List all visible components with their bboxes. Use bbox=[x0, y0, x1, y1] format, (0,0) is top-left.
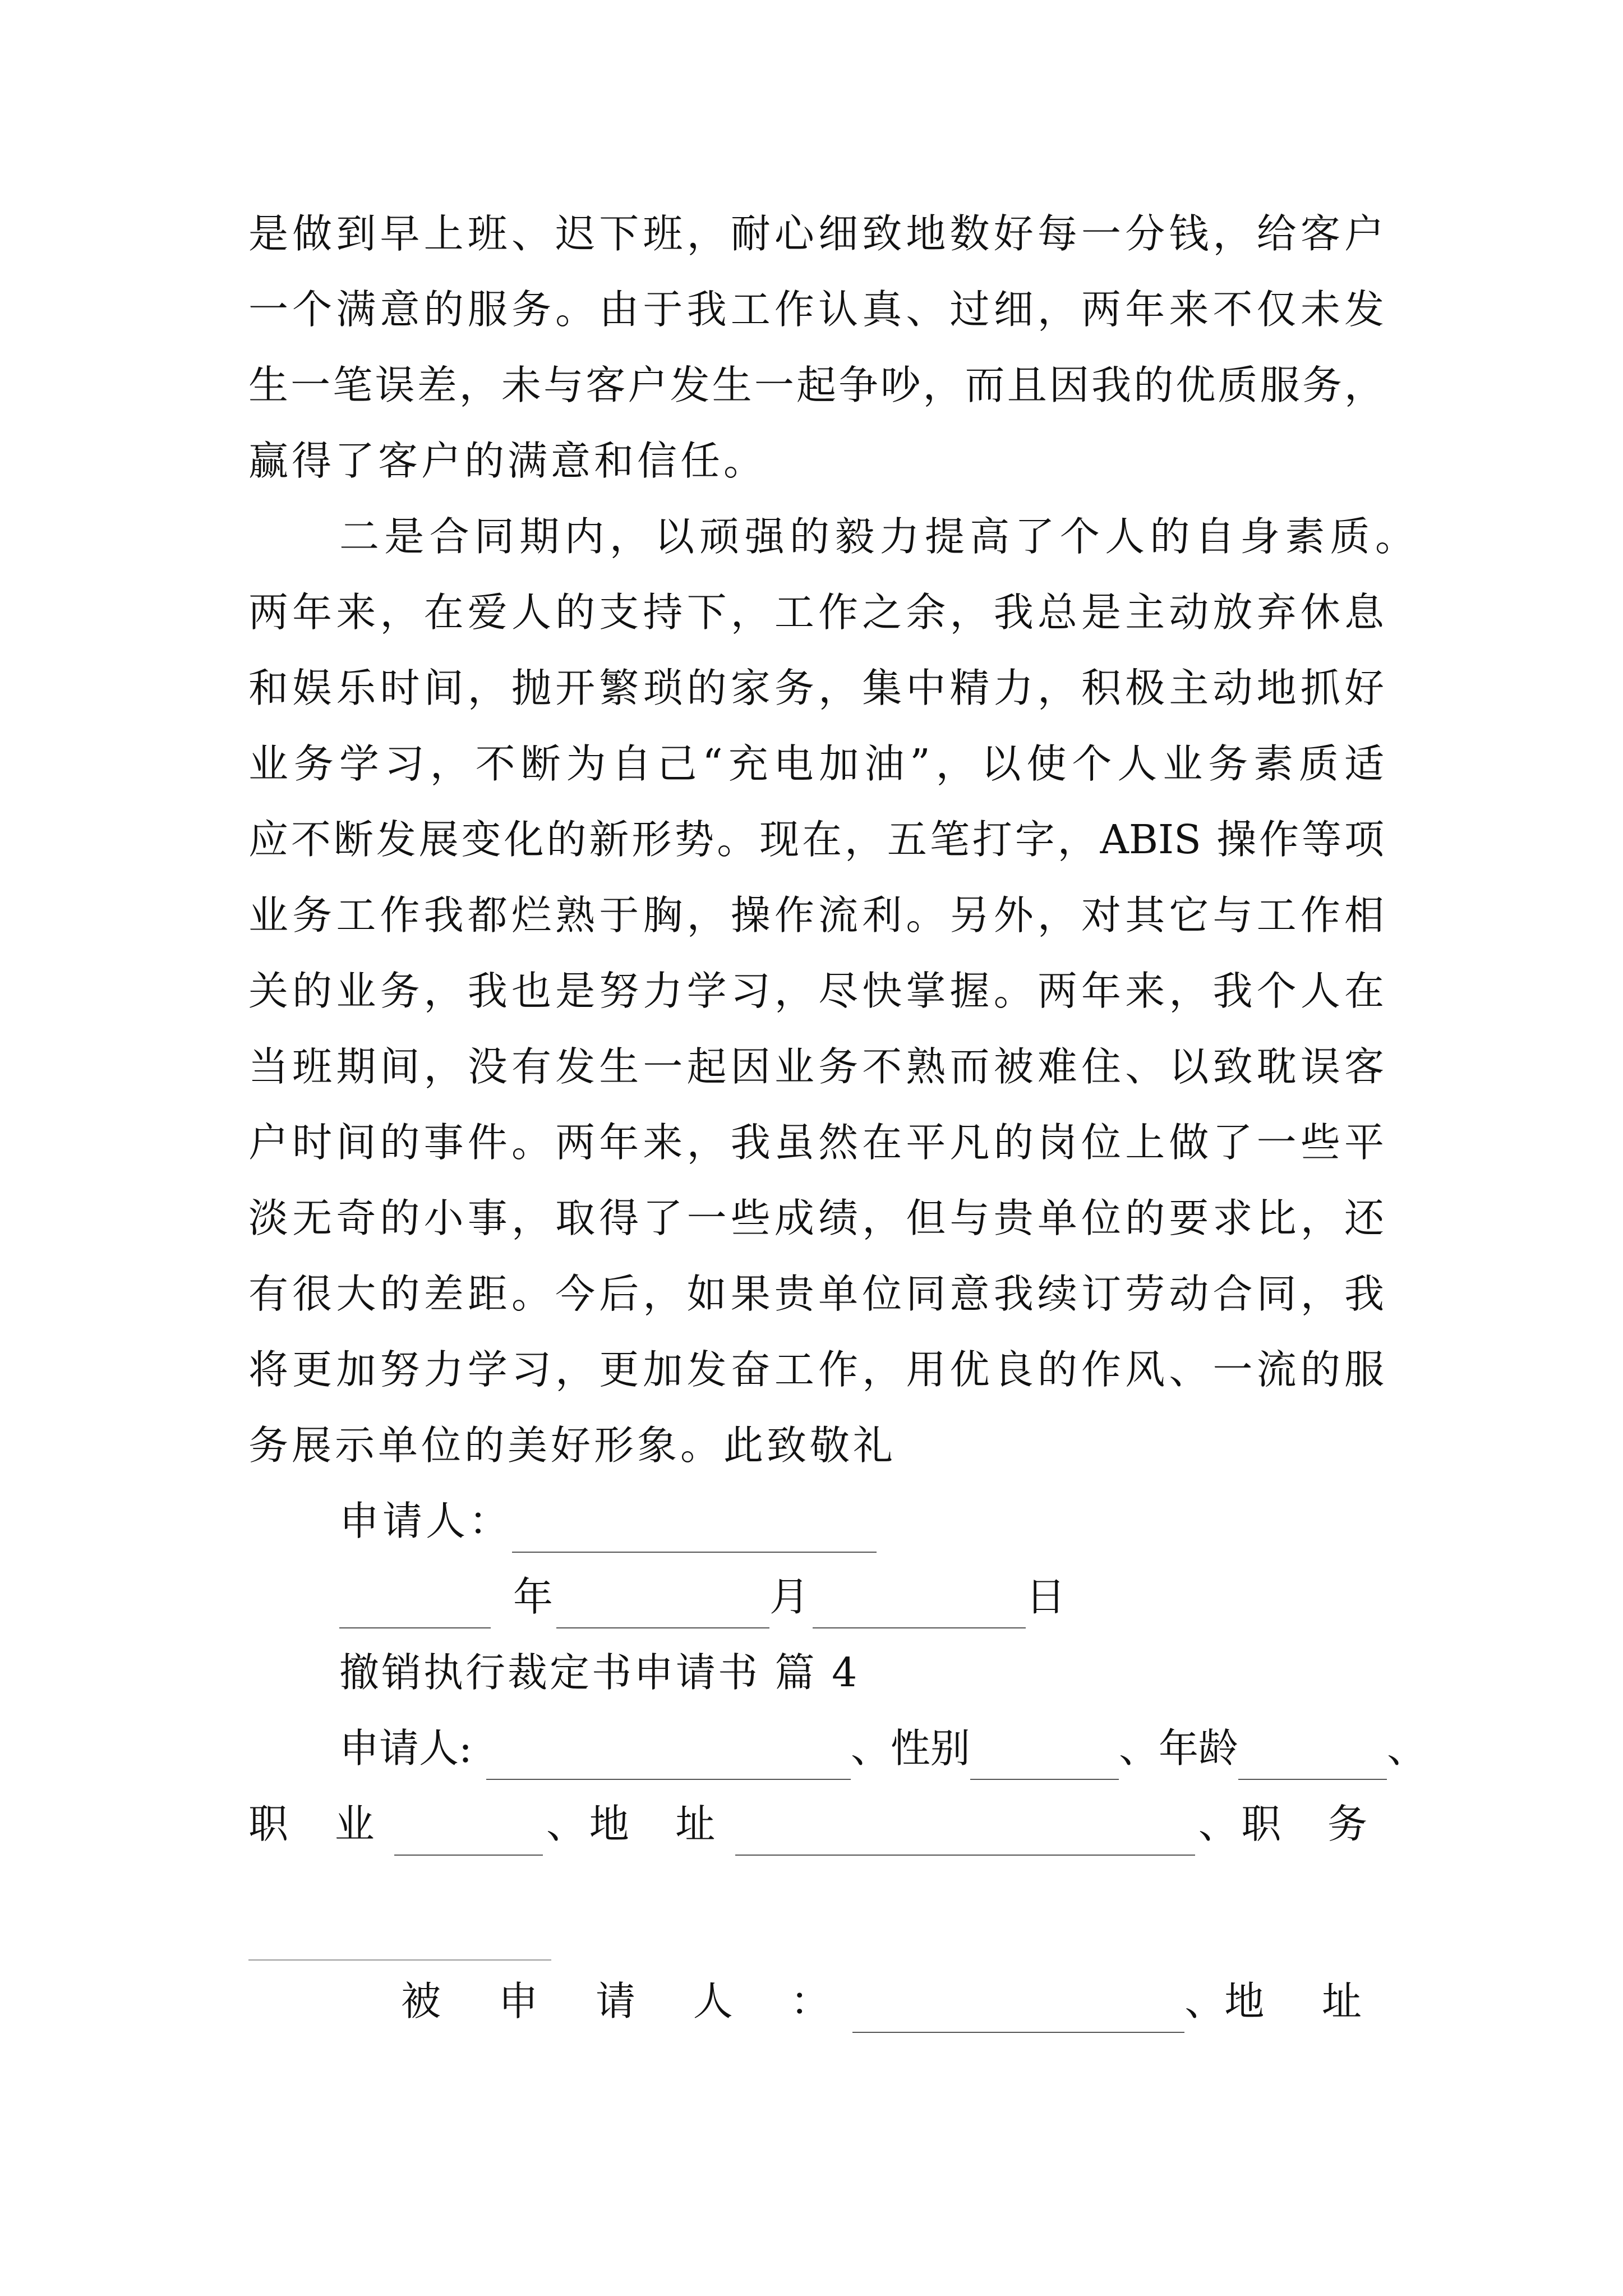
occupation-field bbox=[394, 1796, 543, 1852]
address-field bbox=[735, 1796, 1195, 1852]
section-4-applicant-row bbox=[339, 1720, 1427, 1777]
applicant-name-blank bbox=[512, 1493, 877, 1549]
occupation-label: 职 业 bbox=[248, 1801, 391, 1847]
section-4-occupation-row bbox=[248, 1796, 1384, 1852]
paragraph-2-line-9: 户时间的事件。两年来，我虽然在平凡的岗位上做了一些平 bbox=[248, 1119, 1384, 1166]
paragraph-2-line-3: 和娱乐时间，抛开繁琐的家务，集中精力，积极主动地抓好 bbox=[248, 665, 1384, 711]
respondent-name-field bbox=[852, 1973, 1184, 2030]
position-field-underline bbox=[248, 1959, 551, 1961]
respondent-comma: 、 bbox=[1184, 1978, 1225, 2024]
respondent-label: 被 申 请 人 ： bbox=[401, 1978, 853, 2024]
paragraph-2-line-5: 应不断发展变化的新形势。现在，五笔打字，ABIS 操作等项 bbox=[248, 816, 1384, 863]
address-comma: 、 bbox=[1198, 1801, 1238, 1847]
paragraph-2-line-7: 关的业务，我也是努力学习，尽快掌握。两年来，我个人在 bbox=[248, 968, 1384, 1014]
respondent-address-label: 地 址 bbox=[1224, 1978, 1384, 2024]
month-blank bbox=[556, 1569, 769, 1625]
paragraph-2-line-8: 当班期间，没有发生一起因业务不熟而被难住、以致耽误客 bbox=[248, 1043, 1384, 1090]
paragraph-1-line-2: 一个满意的服务。由于我工作认真、过细，两年来不仅未发 bbox=[248, 286, 1384, 333]
signature-date-row bbox=[339, 1569, 1384, 1625]
year-label: 年 bbox=[513, 1573, 557, 1620]
paragraph-2-line-11: 有很大的差距。今后，如果贵单位同意我续订劳动合同，我 bbox=[248, 1271, 1384, 1317]
applicant-label-2: 申请人: bbox=[339, 1725, 472, 1772]
paragraph-1-line-4: 赢得了客户的满意和信任。 bbox=[248, 438, 767, 484]
gender-field bbox=[970, 1720, 1119, 1777]
day-label: 日 bbox=[1026, 1573, 1069, 1620]
occupation-comma: 、 bbox=[546, 1801, 586, 1847]
paragraph-2-line-4: 业务学习，不断为自己“充电加油”，以使个人业务素质适 bbox=[248, 740, 1384, 787]
age-field bbox=[1238, 1720, 1387, 1777]
section-4-title: 撤销执行裁定书申请书 篇 4 bbox=[339, 1649, 860, 1696]
gender-label: 、性别 bbox=[850, 1725, 970, 1772]
age-label: 、年龄 bbox=[1118, 1725, 1238, 1772]
paragraph-1-line-3: 生一笔误差，未与客户发生一起争吵，而且因我的优质服务， bbox=[248, 362, 1384, 408]
month-label: 月 bbox=[769, 1573, 813, 1620]
applicant-label: 申请人： bbox=[339, 1498, 513, 1544]
paragraph-2-line-12: 将更加努力学习，更加发奋工作，用优良的作风、一流的服 bbox=[248, 1346, 1384, 1393]
paragraph-2-line-13: 务展示单位的美好形象。此致敬礼 bbox=[248, 1422, 897, 1469]
section-4-respondent-row bbox=[401, 1973, 1384, 2030]
paragraph-2-line-6: 业务工作我都烂熟于胸，操作流利。另外，对其它与工作相 bbox=[248, 892, 1384, 938]
address-label: 地 址 bbox=[589, 1801, 732, 1847]
paragraph-2-line-1: 二是合同期内，以顽强的毅力提高了个人的自身素质。 bbox=[339, 513, 1415, 560]
day-blank bbox=[813, 1569, 1026, 1625]
position-label: 职 务 bbox=[1241, 1801, 1384, 1847]
paragraph-2-line-2: 两年来，在爱人的支持下，工作之余，我总是主动放弃休息 bbox=[248, 589, 1384, 636]
paragraph-1-line-1: 是做到早上班、迟下班，耐心细致地数好每一分钱，给客户 bbox=[248, 210, 1384, 257]
applicant-name-field bbox=[486, 1720, 851, 1777]
age-trailing-comma: 、 bbox=[1386, 1725, 1427, 1772]
paragraph-2-line-10: 淡无奇的小事，取得了一些成绩，但与贵单位的要求比，还 bbox=[248, 1195, 1384, 1241]
signature-applicant-row bbox=[339, 1493, 1384, 1549]
year-blank bbox=[339, 1569, 491, 1625]
